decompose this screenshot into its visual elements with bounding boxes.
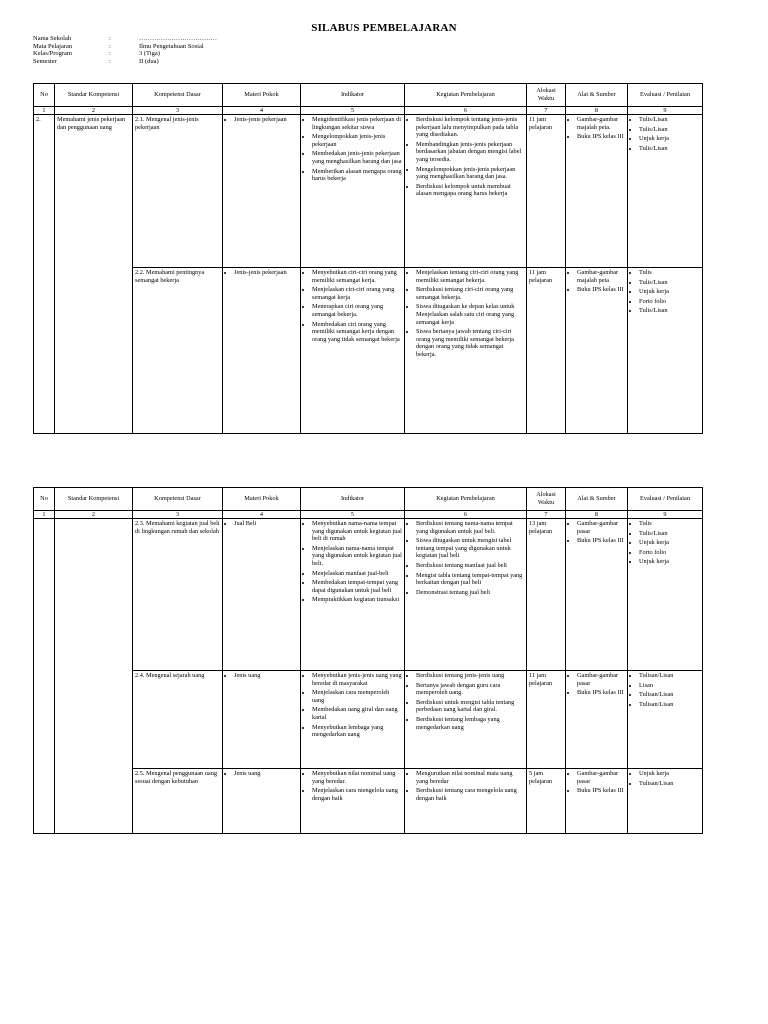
bullet-item: • Lisan [639,682,700,690]
meta-value: ……………………………… [139,35,217,42]
kegiatan-pembelajaran [405,115,527,268]
bullet-list [630,520,700,566]
bullet-list [630,770,700,787]
bullet-list [568,770,625,795]
bullet-item: • Buku IPS kelas III [577,133,625,141]
bullet-item: • Berdiskusi tentang ciri-ciri orang yang semangat bekerja. [416,286,524,301]
header-cell: Materi Pokok [223,84,301,107]
header-cell: Standar Kompetensi [55,84,133,107]
materi-pokok [223,519,301,671]
column-number: 9 [628,107,703,115]
bullet-item: • Siswa ditugaskan untuk mengisi tabel tentang tempat yang digunakan untuk kegiatan jual beli [416,537,524,560]
bullet-item: • Mengidentifikasi jenis pekerjaan di lingkungan sekitar siswa [312,116,402,131]
kompetensi-dasar: 2.4. Mengenal sejarah uang [133,671,223,769]
evaluasi [628,268,703,434]
bullet-item: • Menyebutkan ciri-ciri orang yang memiliki semangat kerja. [312,269,402,284]
meta-sep: : [109,50,111,58]
header-cell: Alat & Sumber [566,488,628,511]
bullet-item: • Berdiskusi tentang manfaat jual beli [416,562,524,570]
column-number: 1 [34,107,55,115]
meta-sep: : [109,57,111,65]
bullet-list [225,269,298,277]
bullet-item: • Mengisi tabla tentang tempat-tempat yang berkaitan dengan jual beli [416,572,524,587]
bullet-item: • Jual Beli [234,520,298,528]
bullet-item: • Mengelompokkan jenis-jenis pekerjaan [312,133,402,148]
bullet-item: • Unjuk kerja [639,539,700,547]
bullet-item: • Menjelaskan nama-nama tempat yang digunakan untuk kegiatan jual beli. [312,545,402,568]
bullet-list [225,672,298,680]
bullet-item: • Tulisan/Lisan [639,672,700,680]
table-row [34,115,703,268]
bullet-item: • Tulis/Lisan [639,279,700,287]
bullet-item: • Berdiskusi kelompok tentang jenis-jenis pekerjaan lalu menyimpulkan pada tabla yang disediakan. [416,116,524,139]
bullet-item: • Tulisan/Lisan [639,691,700,699]
bullet-list [303,520,402,604]
bullet-item: • Jenis uang [234,672,298,680]
column-number: 7 [527,511,566,519]
bullet-item: • Menjelaskan cara mengelola uang dengan baik [312,787,402,802]
bullet-item: • Jenis-jenis pekerjaan [234,269,298,277]
bullet-item: • Menjelaskan manfaat jual-beli [312,570,402,578]
bullet-item: • Berdiskusi tentang cara mengelola uang dengan baik [416,787,524,802]
kompetensi-dasar: 2.1. Mengenal jenis-jenis pekerjaan [133,115,223,268]
header-cell: Evaluasi / Penilaian [628,488,703,511]
table-row [34,268,703,434]
bullet-list [303,672,402,739]
indikator [301,519,405,671]
bullet-item: • Tulis/Lisan [639,116,700,124]
bullet-item: • Unjuk kerja [639,770,700,778]
column-number: 6 [405,511,527,519]
header-cell: Alat & Sumber [566,84,628,107]
bullet-item: • Gambar-gambar pasar [577,672,625,687]
bullet-item: • Buku IPS kelas III [577,286,625,294]
bullet-item: • Siswa ditugaskan ke depan kelas untuk Menjelaskan salah satu ciri orang yang semangat kerja [416,303,524,326]
bullet-list [568,269,625,294]
evaluasi [628,769,703,834]
kompetensi-dasar: 2.3. Memahami kegiatan jual beli di lingkungan rumah dan sekolah [133,519,223,671]
alat-sumber [566,769,628,834]
bullet-item: • Buku IPS kelas III [577,537,625,545]
column-number-row [34,511,703,519]
column-number: 2 [55,511,133,519]
column-number: 7 [527,107,566,115]
document-title: SILABUS PEMBELAJARAN [311,22,457,34]
alat-sumber [566,115,628,268]
evaluasi [628,671,703,769]
header-cell: Alokasi Waktu [527,84,566,107]
meta-value: II (dua) [139,57,159,65]
row-number: 2. [34,115,55,434]
header-cell: Kegiatan Pembelajaran [405,488,527,511]
header-cell: Indikator [301,84,405,107]
alat-sumber [566,268,628,434]
bullet-item: • Menyebutkan lembaga yang mengedarkan uang [312,724,402,739]
bullet-list [630,269,700,315]
bullet-list [568,520,625,545]
kompetensi-dasar: 2.5. Mengenal penggunaan uang sesuai dengan kebutuhan [133,769,223,834]
bullet-item: • Tulis [639,269,700,277]
header-cell: Alokasi Waktu [527,488,566,511]
bullet-item: • Membedakan tempat-tempat yang dapat digunakan untuk jual beli [312,579,402,594]
bullet-item: • Berdiskusi untuk mengisi tabla tentang perbedaan uang kartal dan giral. [416,699,524,714]
meta-value: 3 (Tiga) [139,50,160,58]
bullet-item: • Membedakan uang giral dan uang kartal [312,706,402,721]
bullet-list [407,672,524,731]
meta-key: Nama Sekolah [33,35,72,42]
alokasi-waktu: 11 jam pelajaran [527,115,566,268]
bullet-item: • Tulis/Lisan [639,126,700,134]
alokasi-waktu: 11 jam pelajaran [527,268,566,434]
bullet-item: • Mempraktikkan kegiatan transaksi [312,596,402,604]
bullet-item: • Gambar-gambar pasar [577,770,625,785]
header-cell: Kompetensi Dasar [133,488,223,511]
bullet-item: • Unjuk kerja [639,288,700,296]
indikator [301,115,405,268]
column-number: 5 [301,511,405,519]
kegiatan-pembelajaran [405,769,527,834]
kegiatan-pembelajaran [405,671,527,769]
column-number: 5 [301,107,405,115]
bullet-item: • Jenis uang [234,770,298,778]
bullet-list [407,269,524,359]
header-cell: Materi Pokok [223,488,301,511]
bullet-item: • Gambar-gambar pasar [577,520,625,535]
bullet-item: • Tulis/Lisan [639,307,700,315]
bullet-item: • Berdiskusi kelompok untuk membuat alasan mengapa orang harus bekerja [416,183,524,198]
meta-key: Semester [33,57,57,65]
materi-pokok [223,268,301,434]
meta-row [33,50,217,58]
column-number: 3 [133,107,223,115]
header-cell: Kompetensi Dasar [133,84,223,107]
bullet-item: • Memberikan alasan mengapa orang harus bekerja [312,168,402,183]
column-number: 6 [405,107,527,115]
column-number: 9 [628,511,703,519]
bullet-item: • Forto folio [639,549,700,557]
bullet-item: • Bertanya jawab dengan guru cara memperoleh uang. [416,682,524,697]
table-row [34,519,703,671]
bullet-item: • Gambar-gambar majalah peta [577,269,625,284]
column-number: 8 [566,511,628,519]
bullet-item: • Tulis [639,520,700,528]
bullet-item: • Menyebutkan nama-nama tempat yang digunakan untuk kegiatan jual beli di rumah [312,520,402,543]
bullet-item: • Berdiskusi tentang nama-nama tempat yang digunakan untuk jual beli. [416,520,524,535]
kegiatan-pembelajaran [405,519,527,671]
column-number: 8 [566,107,628,115]
bullet-item: • Tulisan/Lisan [639,780,700,788]
syllabus-table-1 [33,83,703,434]
bullet-item: • Unjuk kerja [639,135,700,143]
bullet-item: • Gambar-gambar majalah peta. [577,116,625,131]
bullet-item: • Berdiskusi tentang lembaga yang mengedarkan uang [416,716,524,731]
bullet-list [225,116,298,124]
meta-row [33,35,217,43]
materi-pokok [223,769,301,834]
meta-key: Kelas/Program [33,50,72,58]
bullet-item: • Siswa bertanya jawab tentang ciri-ciri orang yang memiliki semangat bekerja dengan orang yang tidak semangat bekerja. [416,328,524,358]
alokasi-waktu: 11 jam pelajaran [527,671,566,769]
materi-pokok [223,115,301,268]
materi-pokok [223,671,301,769]
meta-sep: : [109,35,111,42]
bullet-item: • Mengelompokkan jenis-jenis pekerjaan yang menghasilkan barang dan jasa. [416,166,524,181]
header-cell: Indikator [301,488,405,511]
column-number: 4 [223,107,301,115]
kompetensi-dasar: 2.2. Memahami pentingnya semangat bekerja [133,268,223,434]
bullet-item: • Unjuk kerja [639,558,700,566]
bullet-list [568,116,625,141]
bullet-item: • Menjelaskan ciri-ciri orang yang semangat kerja [312,286,402,301]
column-number: 4 [223,511,301,519]
meta-row [33,43,217,51]
alokasi-waktu: 5 jam pelajaran [527,769,566,834]
header-row [34,84,703,107]
bullet-item: • Buku IPS kelas III [577,689,625,697]
meta-key: Mata Pelajaran [33,42,73,50]
bullet-item: • Membedakan ciri orang yang memiliki semangat kerja dengan orang yang tidak semangat bekerja [312,321,402,344]
alat-sumber [566,519,628,671]
bullet-item: • Membandingkan jenis-jenis pekerjaan berdasarkan jabatan dengan mengisi label yang tersedia. [416,141,524,164]
bullet-item: • Menyebutkan jenis-jenis uang yang beredar di masyarakat [312,672,402,687]
bullet-item: • Mengurutkan nilai nominal mata uang yang beredar [416,770,524,785]
bullet-list [303,770,402,802]
bullet-item: • Menyebutkan nilai nominal uang yang beredar. [312,770,402,785]
bullet-item: • Membedakan jenis-jenis pekerjaan yang menghasilkan barang dan jasa [312,150,402,165]
bullet-item: • Buku IPS kelas III [577,787,625,795]
header-cell: Evaluasi / Penilaian [628,84,703,107]
bullet-item: • Forto folio [639,298,700,306]
bullet-list [225,520,298,528]
bullet-item: • Tulis/Lisan [639,530,700,538]
evaluasi [628,115,703,268]
bullet-item: • Berdiskusi tentang jenis-jenis uang [416,672,524,680]
kegiatan-pembelajaran [405,268,527,434]
bullet-item: • Menerapkan ciri orang yang semangat bekerja. [312,303,402,318]
meta-sep: : [109,42,111,50]
bullet-list [407,770,524,802]
standar-kompetensi: Memahami jenis pekerjaan dan penggunaan uang [55,115,133,434]
row-number [34,519,55,834]
bullet-list [568,672,625,697]
standar-kompetensi [55,519,133,834]
bullet-list [303,269,402,343]
bullet-item: • Menjelaskan tentang ciri-ciri orang yang memiliki semangat bekerja. [416,269,524,284]
indikator [301,671,405,769]
column-number: 1 [34,511,55,519]
bullet-item: • Tulisan/Lisan [639,701,700,709]
bullet-list [303,116,402,183]
bullet-item: • Demonstrasi tentang jual beli [416,589,524,597]
table-row [34,671,703,769]
evaluasi [628,519,703,671]
bullet-list [225,770,298,778]
document-meta [33,35,217,65]
meta-row [33,58,217,66]
alokasi-waktu: 13 jam pelajaran [527,519,566,671]
indikator [301,769,405,834]
bullet-list [407,520,524,596]
header-row [34,488,703,511]
column-number-row [34,107,703,115]
header-cell: Standar Kompetensi [55,488,133,511]
bullet-list [630,672,700,708]
column-number: 2 [55,107,133,115]
bullet-item: • Jenis-jenis pekerjaan [234,116,298,124]
bullet-list [407,116,524,198]
bullet-item: • Menjelaskan cara memperoleh uang [312,689,402,704]
syllabus-table-2 [33,487,703,834]
indikator [301,268,405,434]
meta-value: Ilmu Pengetahuan Sosial [139,42,204,50]
alat-sumber [566,671,628,769]
header-cell: No [34,84,55,107]
bullet-list [630,116,700,152]
header-cell: Kegiatan Pembelajaran [405,84,527,107]
bullet-item: • Tulis/Lisan [639,145,700,153]
header-cell: No [34,488,55,511]
table-row [34,769,703,834]
column-number: 3 [133,511,223,519]
